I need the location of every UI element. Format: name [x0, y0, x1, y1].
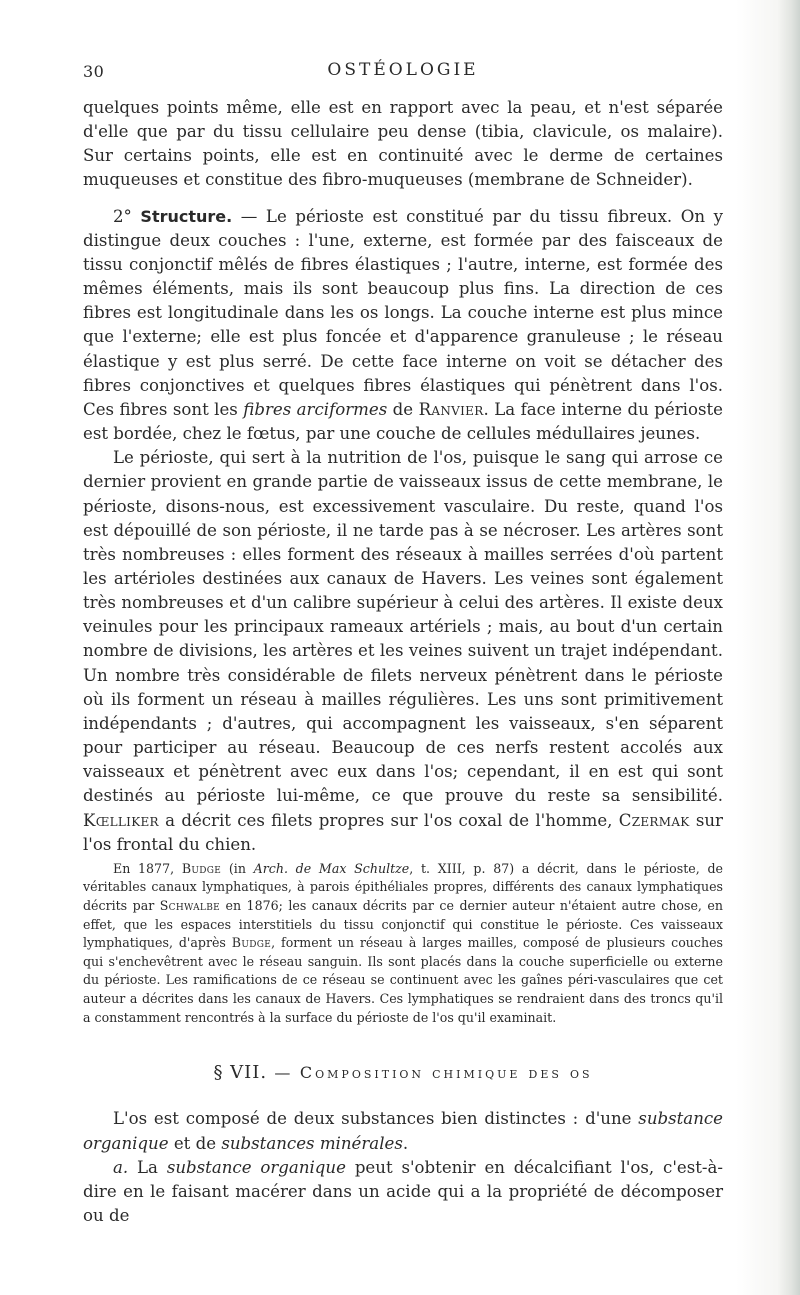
author-name: Schwalbe [159, 898, 220, 914]
vascular-text-c: sur l'os frontal du chien. [83, 810, 723, 854]
vascular-text-b: a décrit ces filets propres sur l'os coxal de l'homme, [158, 810, 619, 830]
note-text-a: En 1877, [113, 860, 182, 876]
paragraph-composition [83, 1107, 723, 1155]
note-text-d: en 1876; les canaux décrits par ce dernier auteur n'étaient autre chose, en effet, que les espaces interstitiels du tissu conjonctif qui constitue le périoste. Ces vaisseaux lymphatiques, d'après [83, 898, 723, 951]
note-text-c: , t. XIII, p. 87) a décrit, dans le périoste, de véritables canaux lymphatiques, à parois épithéliales propres, différents des canaux lymphatiques décrits par [83, 860, 723, 914]
composition-text-c: . [402, 1133, 409, 1153]
author-name: Budge [181, 860, 222, 876]
author-name: Czermak [618, 810, 690, 830]
italic-term: substances minérales [221, 1133, 403, 1153]
footnote-block [83, 860, 723, 1027]
journal-title: Arch. de Max Schultze [253, 860, 410, 876]
composition-text-b: et de [168, 1133, 222, 1153]
paragraph-intro-text: quelques points même, elle est en rapport avec la peau, et n'est séparée d'elle que par du tissu cellulaire peu dense (tibia, clavicule, os malaire). Sur certains points, elle est en continuité avec le derme de certaines muqueuses et constitue des fibro-muqueuses (membrane de Schneider). [83, 98, 723, 190]
author-name: Budge [231, 935, 272, 951]
organic-text-b: peut s'obtenir en décalcifiant l'os, c'est-à-dire en le faisant macérer dans un acide qui a la propriété de décomposer ou de [83, 1157, 723, 1225]
page-number: 30 [83, 62, 105, 81]
vascular-text-a: Le périoste, qui sert à la nutrition de l'os, puisque le sang qui arrose ce dernier provient en grande partie de vaisseaux issus de cette membrane, le périoste, disons-nous, est excessivement vasculaire. Du reste, quand l'os est dépouillé de son périoste, il ne tarde pas à se nécroser. Les artères sont très nombreuses : elles forment des réseaux à mailles serrées d'où partent les artérioles destinées aux canaux de Havers. Les veines sont également très nombreuses et d'un calibre supérieur à celui des artères. Il existe deux veinules pour les principaux rameaux artériels ; mais, au bout d'un certain nombre de divisions, les artères et les veines suivent un trajet indépendant. Un nombre très considérable de filets nerveux pénètrent dans le périoste où ils forment un réseau à mailles régulières. Les uns sont primitivement indépendants ; d'autres, qui accompagnent les vaisseaux, s'en séparent pour participer au réseau. Beaucoup de ces nerfs restent accolés aux vaisseaux et pénètrent avec eux dans l'os; cependant, il en est qui sont destinés au périoste lui-même, ce que prouve du reste sa sensibilité. [83, 448, 723, 806]
note-text-e: , forment un réseau à larges mailles, composé de plusieurs couches qui s'enchevêtrent avec le réseau sanguin. Ils sont placés dans la couche superficielle ou externe du périoste. Les ramifications de ce réseau se continuent avec les gaînes péri-vasculaires que cet auteur a décrites dans les canaux de Havers. Ces lymphatiques se rendraient dans des troncs qu'il a constamment rencontrés à la surface du périoste de l'os qu'il examinait. [83, 935, 723, 1025]
italic-term: fibres arciformes [243, 399, 388, 419]
page-edge-shadow [778, 0, 800, 1295]
section-title: Composition chimique des os [299, 1063, 593, 1083]
author-name: Ranvier [418, 399, 484, 419]
page-header [83, 58, 723, 88]
section-dash: — [267, 1063, 300, 1083]
structure-text-a: — Le périoste est constitué par du tissu fibreux. On y distingue deux couches : l'une, externe, est formée par des faisceaux de tissu conjonctif mêlés de fibres élastiques ; l'autre, interne, est formée des mêmes éléments, mais ils sont beaucoup plus fins. La direction de ces fibres est longitudinale dans les os longs. La couche interne est plus mince que l'externe; elle est plus foncée et d'apparence granuleuse ; le réseau élastique y est plus serré. De cette face interne on voit se détacher des fibres conjonctives et quelques fibres élastiques qui pénètrent dans l'os. Ces fibres sont les [83, 206, 723, 419]
note-text-b: (in [221, 860, 254, 876]
paragraph-intro [83, 96, 723, 193]
italic-term: substance organique [166, 1157, 346, 1177]
section-heading [83, 1061, 723, 1085]
author-name: Kœlliker [83, 810, 159, 830]
structure-text-c: . La face interne du périoste est bordée, chez le fœtus, par une couche de cellules médullaires jeunes. [83, 399, 723, 444]
paragraph-vascular [83, 446, 723, 857]
subsection-heading: Structure. [140, 206, 233, 226]
structure-text-b: de [387, 399, 419, 419]
paragraph-structure [83, 205, 723, 447]
paragraph-organic [83, 1156, 723, 1228]
page-body [83, 96, 723, 1228]
item-label: a. [113, 1157, 129, 1177]
composition-text-a: L'os est composé de deux substances bien distinctes : d'une [113, 1109, 639, 1129]
running-head: OSTÉOLOGIE [327, 60, 479, 80]
italic-term: substance organique [83, 1109, 723, 1153]
organic-text-a: La [128, 1157, 167, 1177]
section-label: § VII. [213, 1062, 268, 1084]
section-number: 2° [113, 206, 132, 226]
